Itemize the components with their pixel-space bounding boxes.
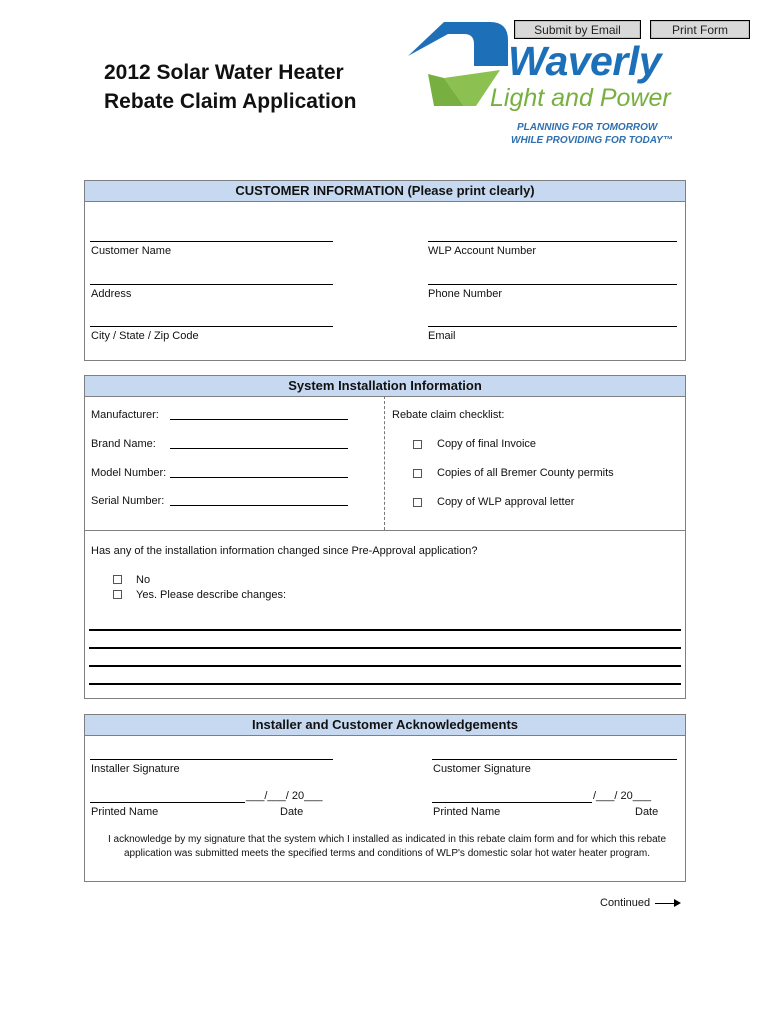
- customer-printed-name-field[interactable]: [432, 802, 592, 803]
- customer-date-field[interactable]: /___/ 20___: [593, 790, 652, 802]
- changes-line-1[interactable]: [89, 629, 681, 631]
- submit-by-email-button[interactable]: Submit by Email: [514, 20, 641, 39]
- logo-tagline: [511, 121, 681, 147]
- checklist-approval-checkbox[interactable]: [413, 498, 422, 507]
- customer-signature-field[interactable]: [432, 759, 677, 760]
- customer-date-label: Date: [635, 806, 659, 818]
- continued-arrow-icon: [655, 903, 679, 904]
- installer-signature-field[interactable]: [90, 759, 333, 760]
- checklist-invoice-checkbox[interactable]: [413, 440, 422, 449]
- address-field[interactable]: [90, 284, 333, 285]
- checklist-title: Rebate claim checklist:: [392, 409, 505, 421]
- customer-name-field[interactable]: [90, 241, 333, 242]
- installer-printed-name-label: Printed Name: [91, 806, 159, 818]
- page-title: [104, 58, 356, 116]
- tagline-line-1: PLANNING FOR TOMORROW: [517, 122, 658, 133]
- email-field[interactable]: [428, 326, 677, 327]
- phone-number-field[interactable]: [428, 284, 677, 285]
- checklist-item-approval: Copy of WLP approval letter: [437, 496, 575, 508]
- city-state-zip-label: City / State / Zip Code: [91, 330, 199, 342]
- manufacturer-label: Manufacturer:: [91, 409, 159, 421]
- email-label: Email: [428, 330, 456, 342]
- model-number-field[interactable]: [170, 477, 348, 478]
- customer-signature-label: Customer Signature: [433, 763, 531, 775]
- logo-name: Waverly: [508, 38, 662, 84]
- title-line-1: 2012 Solar Water Heater: [104, 61, 344, 84]
- address-label: Address: [91, 288, 132, 300]
- acknowledgement-statement: I acknowledge by my signature that the system which I installed as indicated in this rebate claim form and for which this rebate application was submitted meets the specified terms and conditions of WLP's domestic solar hot water heater program.: [107, 834, 667, 859]
- print-form-button[interactable]: Print Form: [650, 20, 750, 39]
- continued-label: Continued: [600, 897, 651, 909]
- system-installation-header: System Installation Information: [85, 376, 685, 397]
- system-installation-section: [84, 375, 686, 699]
- serial-number-field[interactable]: [170, 505, 348, 506]
- option-yes-checkbox[interactable]: [113, 590, 122, 599]
- option-no-label: No: [136, 574, 151, 586]
- tagline-line-2: WHILE PROVIDING FOR TODAY™: [511, 135, 673, 146]
- installer-signature-label: Installer Signature: [91, 763, 180, 775]
- model-number-label: Model Number:: [91, 467, 167, 479]
- changes-line-4[interactable]: [89, 683, 681, 685]
- installation-row-divider: [84, 530, 686, 531]
- installer-date-label: Date: [280, 806, 304, 818]
- changes-line-2[interactable]: [89, 647, 681, 649]
- installation-column-divider: [384, 396, 385, 530]
- customer-printed-name-label: Printed Name: [433, 806, 501, 818]
- customer-name-label: Customer Name: [91, 245, 172, 257]
- brand-name-field[interactable]: [170, 448, 348, 449]
- checklist-item-permits: Copies of all Bremer County permits: [437, 467, 614, 479]
- city-state-zip-field[interactable]: [90, 326, 333, 327]
- customer-information-header: CUSTOMER INFORMATION (Please print clearly): [85, 181, 685, 202]
- logo-subtitle: Light and Power: [490, 84, 671, 112]
- installer-date-field[interactable]: ___/___/ 20___: [246, 790, 323, 802]
- changed-question: Has any of the installation information changed since Pre-Approval application?: [91, 545, 478, 557]
- acknowledgements-header: Installer and Customer Acknowledgements: [85, 715, 685, 736]
- title-line-2: Rebate Claim Application: [104, 90, 357, 113]
- option-no-checkbox[interactable]: [113, 575, 122, 584]
- option-yes-label: Yes. Please describe changes:: [136, 589, 287, 601]
- changes-line-3[interactable]: [89, 665, 681, 667]
- serial-number-label: Serial Number:: [91, 495, 165, 507]
- account-number-field[interactable]: [428, 241, 677, 242]
- installer-printed-name-field[interactable]: [90, 802, 245, 803]
- account-number-label: WLP Account Number: [428, 245, 537, 257]
- brand-name-label: Brand Name:: [91, 438, 156, 450]
- checklist-item-invoice: Copy of final Invoice: [437, 438, 537, 450]
- checklist-permits-checkbox[interactable]: [413, 469, 422, 478]
- manufacturer-field[interactable]: [170, 419, 348, 420]
- phone-number-label: Phone Number: [428, 288, 502, 300]
